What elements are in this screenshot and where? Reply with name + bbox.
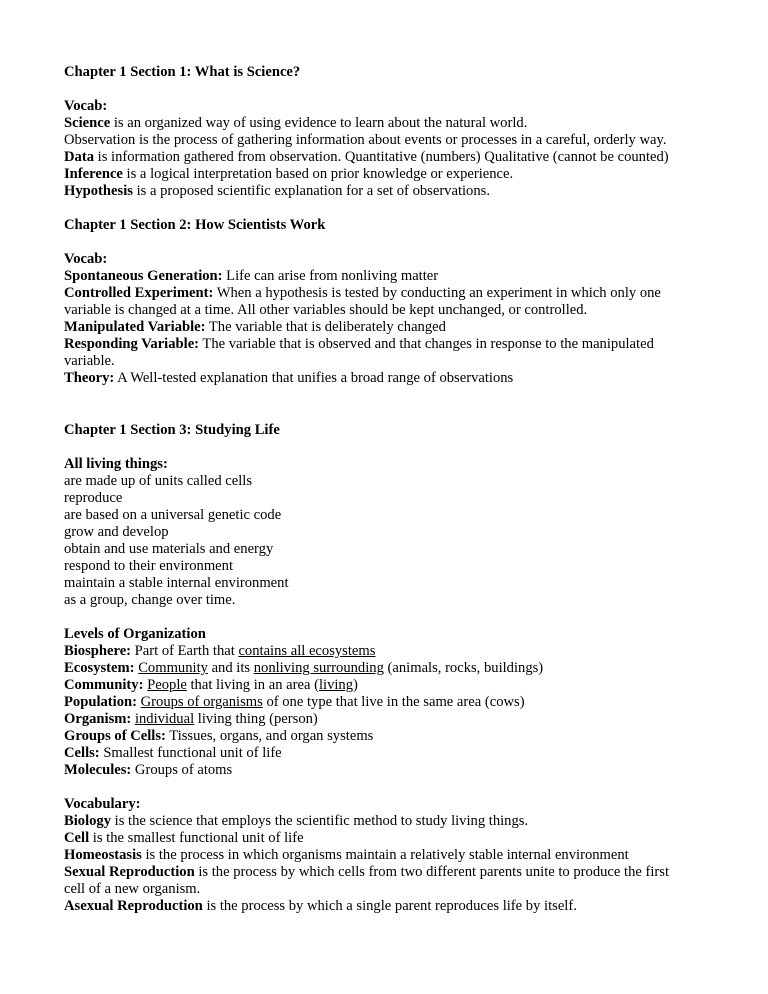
definition-controlled-experiment-cont: variable is changed at a time. All other variables should be kept unchanged, or controlled.	[64, 302, 588, 318]
level-organism: Organism: individual living thing (person)	[64, 711, 318, 727]
definition-sexual-reproduction: Sexual Reproduction is the process by which cells from two different parents unite to produce the first	[64, 864, 670, 880]
level-groups-of-cells: Groups of Cells: Tissues, organs, and organ systems	[64, 728, 374, 744]
level-molecules: Molecules: Groups of atoms	[64, 762, 233, 778]
definition-responding-variable-cont: variable.	[64, 353, 115, 369]
level-community: Community: People that living in an area (living)	[64, 677, 358, 693]
definition-responding-variable: Responding Variable: The variable that is observed and that changes in response to the manipulated	[64, 336, 654, 352]
section-3-title: Chapter 1 Section 3: Studying Life	[64, 422, 280, 438]
section-1-title: Chapter 1 Section 1: What is Science?	[64, 64, 301, 80]
section-2-vocab-heading: Vocab:	[64, 251, 108, 267]
list-item: obtain and use materials and energy	[64, 541, 274, 557]
definition-hypothesis: Hypothesis is a proposed scientific explanation for a set of observations.	[64, 183, 490, 199]
list-item: as a group, change over time.	[64, 592, 236, 608]
level-cells: Cells: Smallest functional unit of life	[64, 745, 282, 761]
living-things-heading: All living things:	[64, 456, 168, 472]
definition-spontaneous-generation: Spontaneous Generation: Life can arise from nonliving matter	[64, 268, 439, 284]
level-ecosystem: Ecosystem: Community and its nonliving surrounding (animals, rocks, buildings)	[64, 660, 544, 676]
vocabulary-heading: Vocabulary:	[64, 796, 141, 812]
definition-inference: Inference is a logical interpretation based on prior knowledge or experience.	[64, 166, 514, 182]
definition-sexual-reproduction-cont: cell of a new organism.	[64, 881, 201, 897]
definition-data: Data is information gathered from observation. Quantitative (numbers) Qualitative (cannot be counted)	[64, 149, 669, 165]
list-item: are based on a universal genetic code	[64, 507, 282, 523]
definition-science: Science is an organized way of using evidence to learn about the natural world.	[64, 115, 528, 131]
definition-biology: Biology is the science that employs the scientific method to study living things.	[64, 813, 529, 829]
list-item: maintain a stable internal environment	[64, 575, 289, 591]
definition-observation: Observation is the process of gathering information about events or processes in a careful, orderly way.	[64, 132, 667, 148]
definition-cell: Cell is the smallest functional unit of life	[64, 830, 304, 846]
levels-heading: Levels of Organization	[64, 626, 206, 642]
level-biosphere: Biosphere: Part of Earth that contains all ecosystems	[64, 643, 376, 659]
list-item: are made up of units called cells	[64, 473, 253, 489]
definition-theory: Theory: A Well-tested explanation that unifies a broad range of observations	[64, 370, 514, 386]
section-1-vocab-heading: Vocab:	[64, 98, 108, 114]
list-item: reproduce	[64, 490, 123, 506]
definition-homeostasis: Homeostasis is the process in which organisms maintain a relatively stable internal environment	[64, 847, 629, 863]
list-item: grow and develop	[64, 524, 169, 540]
definition-manipulated-variable: Manipulated Variable: The variable that is deliberately changed	[64, 319, 446, 335]
section-2-title: Chapter 1 Section 2: How Scientists Work	[64, 217, 326, 233]
list-item: respond to their environment	[64, 558, 234, 574]
definition-controlled-experiment: Controlled Experiment: When a hypothesis is tested by conducting an experiment in which only one	[64, 285, 661, 301]
level-population: Population: Groups of organisms of one type that live in the same area (cows)	[64, 694, 525, 710]
definition-asexual-reproduction: Asexual Reproduction is the process by which a single parent reproduces life by itself.	[64, 898, 577, 914]
